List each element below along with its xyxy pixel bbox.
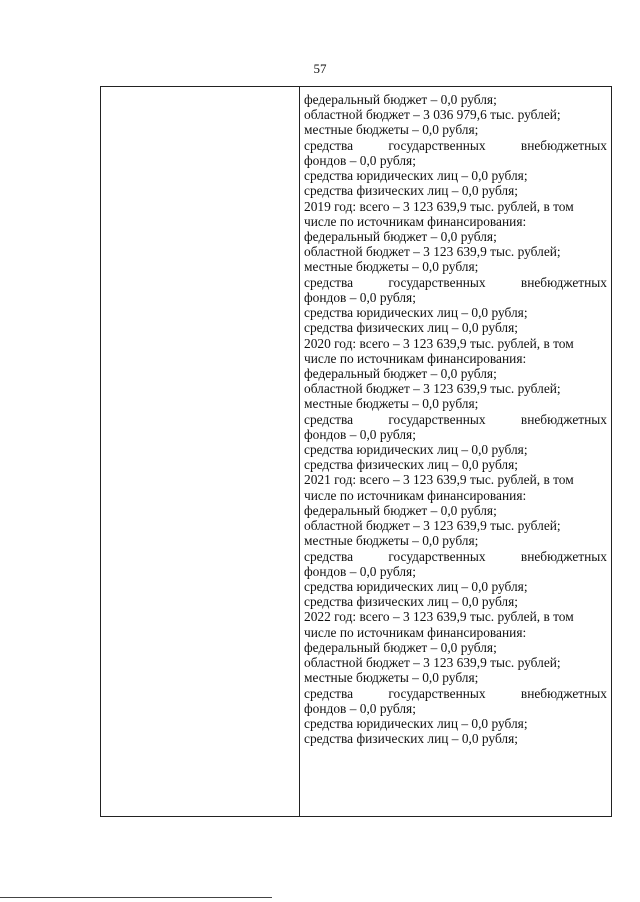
funding-line: областной бюджет – 3 036 979,6 тыс. рублей; bbox=[304, 107, 561, 123]
funding-line: средства физических лиц – 0,0 рубля; bbox=[304, 594, 518, 610]
funding-line: числе по источникам финансирования: bbox=[304, 487, 527, 503]
funding-line: числе по источникам финансирования: bbox=[304, 624, 527, 640]
funding-line: средства юридических лиц – 0,0 рубля; bbox=[304, 442, 528, 458]
justified-word: средства bbox=[304, 548, 354, 564]
justified-word: средства bbox=[304, 274, 354, 290]
funding-line: федеральный бюджет – 0,0 рубля; bbox=[304, 92, 497, 107]
justified-word: государственных bbox=[388, 685, 486, 701]
funding-line: федеральный бюджет – 0,0 рубля; bbox=[304, 502, 497, 518]
funding-line bbox=[304, 549, 607, 564]
funding-line: средства физических лиц – 0,0 рубля; bbox=[304, 457, 518, 473]
justified-word: государственных bbox=[388, 411, 486, 427]
funding-line: областной бюджет – 3 123 639,9 тыс. рублей; bbox=[304, 244, 561, 260]
justified-word: внебюджетных bbox=[520, 137, 607, 153]
justified-word: внебюджетных bbox=[520, 548, 607, 564]
funding-line: числе по источникам финансирования: bbox=[304, 350, 527, 366]
footer-rule bbox=[0, 897, 272, 898]
funding-line: средства физических лиц – 0,0 рубля; bbox=[304, 320, 518, 336]
funding-line: местные бюджеты – 0,0 рубля; bbox=[304, 122, 479, 138]
column-divider bbox=[299, 87, 300, 816]
justified-word: государственных bbox=[388, 548, 486, 564]
funding-line: средства юридических лиц – 0,0 рубля; bbox=[304, 715, 528, 731]
funding-line: фондов – 0,0 рубля; bbox=[304, 152, 416, 168]
funding-table bbox=[100, 86, 612, 817]
funding-line: фондов – 0,0 рубля; bbox=[304, 563, 416, 579]
justified-word: средства bbox=[304, 411, 354, 427]
funding-line bbox=[304, 412, 607, 427]
funding-line: фондов – 0,0 рубля; bbox=[304, 289, 416, 305]
funding-line: 2022 год: всего – 3 123 639,9 тыс. рублей, в том bbox=[304, 609, 574, 625]
funding-line: фондов – 0,0 рубля; bbox=[304, 426, 416, 442]
funding-line: федеральный бюджет – 0,0 рубля; bbox=[304, 228, 497, 244]
funding-line: федеральный бюджет – 0,0 рубля; bbox=[304, 639, 497, 655]
funding-line: федеральный бюджет – 0,0 рубля; bbox=[304, 365, 497, 381]
funding-line: средства юридических лиц – 0,0 рубля; bbox=[304, 579, 528, 594]
justified-word: внебюджетных bbox=[520, 685, 607, 701]
funding-line bbox=[304, 275, 607, 290]
justified-word: средства bbox=[304, 137, 354, 153]
funding-line: 2021 год: всего – 3 123 639,9 тыс. рублей, в том bbox=[304, 472, 574, 488]
justified-word: государственных bbox=[388, 274, 486, 290]
funding-line: областной бюджет – 3 123 639,9 тыс. рублей; bbox=[304, 518, 561, 534]
funding-line: 2020 год: всего – 3 123 639,9 тыс. рублей, в том bbox=[304, 335, 574, 351]
funding-line: областной бюджет – 3 123 639,9 тыс. рублей; bbox=[304, 381, 561, 397]
funding-line: средства юридических лиц – 0,0 рубля; bbox=[304, 168, 528, 184]
funding-line: местные бюджеты – 0,0 рубля; bbox=[304, 259, 479, 275]
funding-line: средства юридических лиц – 0,0 рубля; bbox=[304, 305, 528, 321]
justified-word: средства bbox=[304, 685, 354, 701]
table-right-cell bbox=[304, 92, 607, 746]
funding-line: местные бюджеты – 0,0 рубля; bbox=[304, 670, 479, 686]
page-number: 57 bbox=[313, 61, 327, 76]
justified-word: государственных bbox=[388, 137, 486, 153]
funding-line: местные бюджеты – 0,0 рубля; bbox=[304, 533, 479, 549]
funding-line bbox=[304, 138, 607, 153]
funding-line: фондов – 0,0 рубля; bbox=[304, 700, 416, 716]
funding-line: областной бюджет – 3 123 639,9 тыс. рублей; bbox=[304, 655, 561, 671]
justified-word: внебюджетных bbox=[520, 274, 607, 290]
justified-word: внебюджетных bbox=[520, 411, 607, 427]
funding-line bbox=[304, 686, 607, 701]
funding-line: местные бюджеты – 0,0 рубля; bbox=[304, 396, 479, 412]
funding-line: средства физических лиц – 0,0 рубля; bbox=[304, 731, 518, 747]
funding-line: средства физических лиц – 0,0 рубля; bbox=[304, 183, 518, 199]
funding-line: числе по источникам финансирования: bbox=[304, 213, 527, 229]
funding-line: 2019 год: всего – 3 123 639,9 тыс. рублей, в том bbox=[304, 198, 574, 214]
